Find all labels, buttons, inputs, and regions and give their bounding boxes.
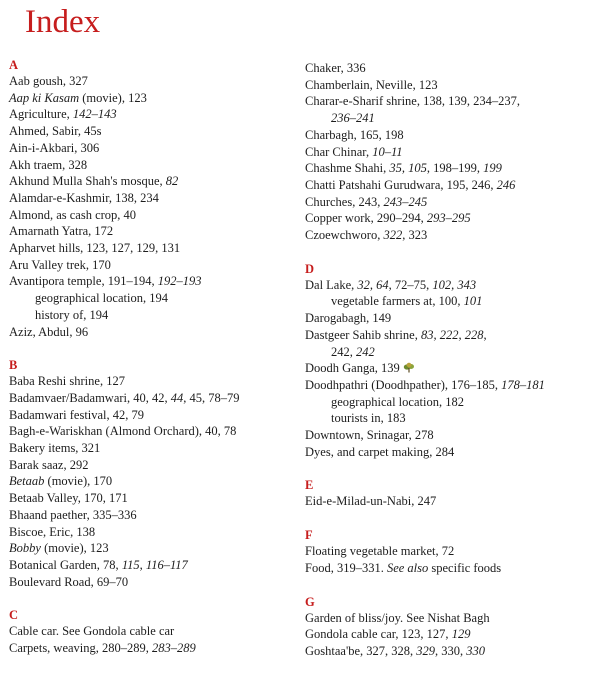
index-subentry bbox=[305, 293, 595, 310]
index-entry bbox=[9, 490, 292, 507]
index-entry bbox=[9, 123, 292, 140]
entry-text: Chamberlain, Neville, 123 bbox=[305, 77, 438, 92]
index-subentry bbox=[9, 290, 292, 307]
entry-text: Darogabagh, 149 bbox=[305, 311, 392, 326]
italic-text: 243–245 bbox=[383, 194, 428, 209]
italic-text: See also bbox=[386, 560, 429, 575]
section-letter: C bbox=[9, 608, 19, 623]
entry-text: Dyes, and carpet making, 284 bbox=[305, 444, 455, 459]
index-entry bbox=[305, 360, 595, 377]
index-subentry bbox=[9, 307, 292, 324]
index-entry bbox=[305, 227, 595, 244]
entry-text: Avantipora temple, 191–194, bbox=[9, 274, 158, 289]
entry-text: Goshtaa'be, 327, 328, bbox=[305, 643, 417, 658]
index-entry bbox=[9, 407, 292, 424]
entry-text: Badamwari festival, 42, 79 bbox=[9, 407, 145, 422]
index-section bbox=[9, 607, 292, 656]
entry-text: Akh traem, 328 bbox=[9, 157, 88, 172]
entry-text: , 45, 78–79 bbox=[183, 390, 240, 405]
italic-text: 246 bbox=[496, 177, 516, 192]
index-entry bbox=[9, 257, 292, 274]
italic-text: 32, 64 bbox=[357, 277, 389, 292]
entry-text: history of, 194 bbox=[35, 307, 109, 322]
index-entry bbox=[9, 73, 292, 90]
entry-text: Almond, as cash crop, 40 bbox=[9, 207, 137, 222]
leaf-icon bbox=[403, 362, 415, 373]
index-entry bbox=[305, 310, 595, 327]
section-letter: G bbox=[305, 594, 315, 609]
entry-text: Bhaand paether, 335–336 bbox=[9, 507, 137, 522]
italic-text: 102, 343 bbox=[432, 277, 477, 292]
italic-text: 329 bbox=[416, 643, 436, 658]
index-entry bbox=[9, 390, 292, 407]
italic-text: 242 bbox=[356, 344, 375, 359]
italic-text: 82 bbox=[165, 174, 179, 189]
italic-text: 10–11 bbox=[372, 144, 403, 159]
index-section bbox=[9, 57, 292, 340]
entry-text: Dastgeer Sahib shrine, bbox=[305, 327, 421, 342]
index-section bbox=[305, 60, 595, 244]
index-entry bbox=[9, 190, 292, 207]
index-section bbox=[9, 357, 292, 590]
entry-text: Ain-i-Akbari, 306 bbox=[9, 140, 100, 155]
italic-text: 192–193 bbox=[157, 274, 202, 289]
entry-text: Churches, 243, bbox=[305, 194, 384, 209]
italic-text: 101 bbox=[463, 294, 483, 309]
index-entry bbox=[9, 640, 292, 657]
index-entry bbox=[305, 160, 595, 177]
index-entry bbox=[305, 177, 595, 194]
index-entry bbox=[9, 173, 292, 190]
entry-text: (movie), 123 bbox=[40, 541, 109, 556]
entry-text: Aziz, Abdul, 96 bbox=[9, 324, 89, 339]
entry-text: Dal Lake, bbox=[305, 277, 358, 292]
entry-text: Eid-e-Milad-un-Nabi, 247 bbox=[305, 494, 437, 509]
index-entry bbox=[305, 144, 595, 161]
entry-text: Biscoe, Eric, 138 bbox=[9, 524, 96, 539]
index-section bbox=[305, 261, 595, 461]
entry-text: , 330, bbox=[435, 643, 467, 658]
index-entry bbox=[9, 457, 292, 474]
entry-text: Bakery items, 321 bbox=[9, 441, 101, 456]
italic-text: 35, 105 bbox=[389, 161, 427, 176]
index-entry bbox=[305, 93, 595, 110]
entry-text: specific foods bbox=[428, 560, 502, 575]
entry-text: Copper work, 290–294, bbox=[305, 211, 427, 226]
index-entry bbox=[9, 540, 292, 557]
italic-text: Bobby bbox=[9, 541, 41, 556]
index-column-left bbox=[9, 57, 292, 674]
entry-text: , 323 bbox=[402, 228, 428, 243]
entry-text: Charbagh, 165, 198 bbox=[305, 127, 404, 142]
index-entry bbox=[9, 324, 292, 341]
index-entry bbox=[9, 524, 292, 541]
entry-text: (movie), 123 bbox=[79, 90, 147, 105]
entry-text: Gondola cable car, 123, 127, bbox=[305, 627, 452, 642]
index-entry bbox=[9, 273, 292, 290]
entry-text: Alamdar-e-Kashmir, 138, 234 bbox=[9, 190, 159, 205]
italic-text: 115, 116–117 bbox=[121, 557, 188, 572]
index-entry bbox=[305, 560, 595, 577]
entry-text: Baba Reshi shrine, 127 bbox=[9, 374, 125, 389]
index-entry bbox=[9, 157, 292, 174]
entry-text: Boulevard Road, 69–70 bbox=[9, 574, 129, 589]
italic-text: 44 bbox=[170, 390, 184, 405]
index-section bbox=[305, 594, 595, 660]
index-entry bbox=[9, 623, 292, 640]
italic-text: 236–241 bbox=[331, 111, 375, 126]
section-letter: A bbox=[9, 58, 19, 72]
italic-text: 178–181 bbox=[501, 377, 545, 392]
entry-text: Czoewchworo, bbox=[305, 228, 384, 243]
index-entry bbox=[305, 327, 595, 344]
entry-text: Chaker, 336 bbox=[305, 61, 366, 75]
index-section bbox=[305, 527, 595, 576]
entry-text: 242, bbox=[331, 344, 356, 359]
entry-text: Aru Valley trek, 170 bbox=[9, 257, 111, 272]
index-subentry bbox=[305, 410, 595, 427]
index-entry bbox=[9, 574, 292, 591]
index-entry bbox=[305, 444, 595, 461]
entry-text: Bagh-e-Wariskhan (Almond Orchard), 40, 78 bbox=[9, 424, 237, 439]
index-subentry bbox=[305, 394, 595, 411]
index-entry bbox=[9, 90, 292, 107]
italic-text: 283–289 bbox=[152, 641, 196, 656]
index-entry bbox=[9, 106, 292, 123]
entry-text: Carpets, weaving, 280–289, bbox=[9, 641, 153, 656]
italic-text: 330 bbox=[466, 643, 486, 658]
index-entry bbox=[305, 643, 595, 660]
index-entry bbox=[305, 210, 595, 227]
italic-text: 199 bbox=[483, 161, 502, 176]
index-entry bbox=[305, 377, 595, 394]
entry-text: Betaab Valley, 170, 171 bbox=[9, 491, 128, 506]
entry-text: (movie), 170 bbox=[44, 474, 113, 489]
entry-text: Barak saaz, 292 bbox=[9, 457, 89, 472]
entry-text: Doodh Ganga, 139 bbox=[305, 361, 400, 376]
index-entry bbox=[9, 440, 292, 457]
entry-text: Chashme Shahi, bbox=[305, 161, 390, 176]
index-entry bbox=[305, 77, 595, 94]
entry-text: Badamvaer/Badamwari, 40, 42, bbox=[9, 390, 171, 405]
entry-text: Char Chinar, bbox=[305, 144, 373, 159]
entry-text: Ahmed, Sabir, 45s bbox=[9, 124, 102, 139]
entry-text: Aab goush, 327 bbox=[9, 74, 88, 88]
entry-text: geographical location, 194 bbox=[35, 291, 168, 306]
entry-text: Downtown, Srinagar, 278 bbox=[305, 428, 434, 443]
entry-text: Floating vegetable market, 72 bbox=[305, 544, 455, 559]
italic-text: Betaab bbox=[9, 474, 45, 489]
italic-text: 322 bbox=[383, 228, 403, 243]
entry-text: , 72–75, bbox=[388, 277, 433, 292]
entry-text: geographical location, 182 bbox=[331, 394, 464, 409]
entry-text: Akhund Mulla Shah's mosque, bbox=[9, 174, 166, 189]
section-letter: F bbox=[305, 528, 313, 543]
entry-text: Cable car. See Gondola cable car bbox=[9, 624, 175, 639]
index-entry bbox=[9, 207, 292, 224]
italic-text: 83, 222, 228 bbox=[420, 327, 484, 342]
section-letter: B bbox=[9, 358, 18, 373]
index-entry bbox=[9, 140, 292, 157]
index-subentry bbox=[305, 110, 595, 127]
entry-text: , 198–199, bbox=[426, 161, 484, 176]
index-entry bbox=[9, 423, 292, 440]
index-entry bbox=[9, 507, 292, 524]
index-section bbox=[305, 477, 595, 510]
section-letter: E bbox=[305, 478, 314, 493]
index-entry bbox=[305, 127, 595, 144]
entry-text: Doodhpathri (Doodhpather), 176–185, bbox=[305, 377, 502, 392]
entry-text: vegetable farmers at, 100, bbox=[331, 294, 464, 309]
index-entry bbox=[305, 543, 595, 560]
italic-text: 293–295 bbox=[426, 211, 471, 226]
index-entry bbox=[305, 60, 595, 77]
entry-text: Botanical Garden, 78, bbox=[9, 557, 122, 572]
index-entry bbox=[305, 427, 595, 444]
entry-text: Chatti Patshahi Gurudwara, 195, 246, bbox=[305, 177, 497, 192]
italic-text: 142–143 bbox=[72, 107, 117, 122]
entry-text: Apharvet hills, 123, 127, 129, 131 bbox=[9, 241, 181, 256]
page-title: Index bbox=[25, 4, 101, 40]
index-entry bbox=[305, 493, 595, 510]
entry-text: Charar-e-Sharif shrine, 138, 139, 234–237, bbox=[305, 94, 520, 109]
entry-text: Food, 319–331. bbox=[305, 560, 387, 575]
entry-text: Amarnath Yatra, 172 bbox=[9, 224, 114, 239]
entry-text: Garden of bliss/joy. See Nishat Bagh bbox=[305, 610, 490, 625]
index-entry bbox=[9, 373, 292, 390]
index-entry bbox=[9, 240, 292, 257]
index-entry bbox=[305, 610, 595, 627]
index-entry bbox=[9, 473, 292, 490]
entry-text: tourists in, 183 bbox=[331, 411, 406, 426]
index-subentry bbox=[305, 344, 595, 361]
entry-text: , bbox=[483, 327, 487, 342]
italic-text: 129 bbox=[451, 627, 471, 642]
index-entry bbox=[9, 223, 292, 240]
index-entry bbox=[9, 557, 292, 574]
section-letter: D bbox=[305, 261, 315, 276]
index-column-right bbox=[305, 60, 595, 677]
italic-text: Aap ki Kasam bbox=[9, 90, 80, 105]
index-entry bbox=[305, 277, 595, 294]
entry-text: Agriculture, bbox=[9, 107, 73, 122]
index-entry bbox=[305, 194, 595, 211]
